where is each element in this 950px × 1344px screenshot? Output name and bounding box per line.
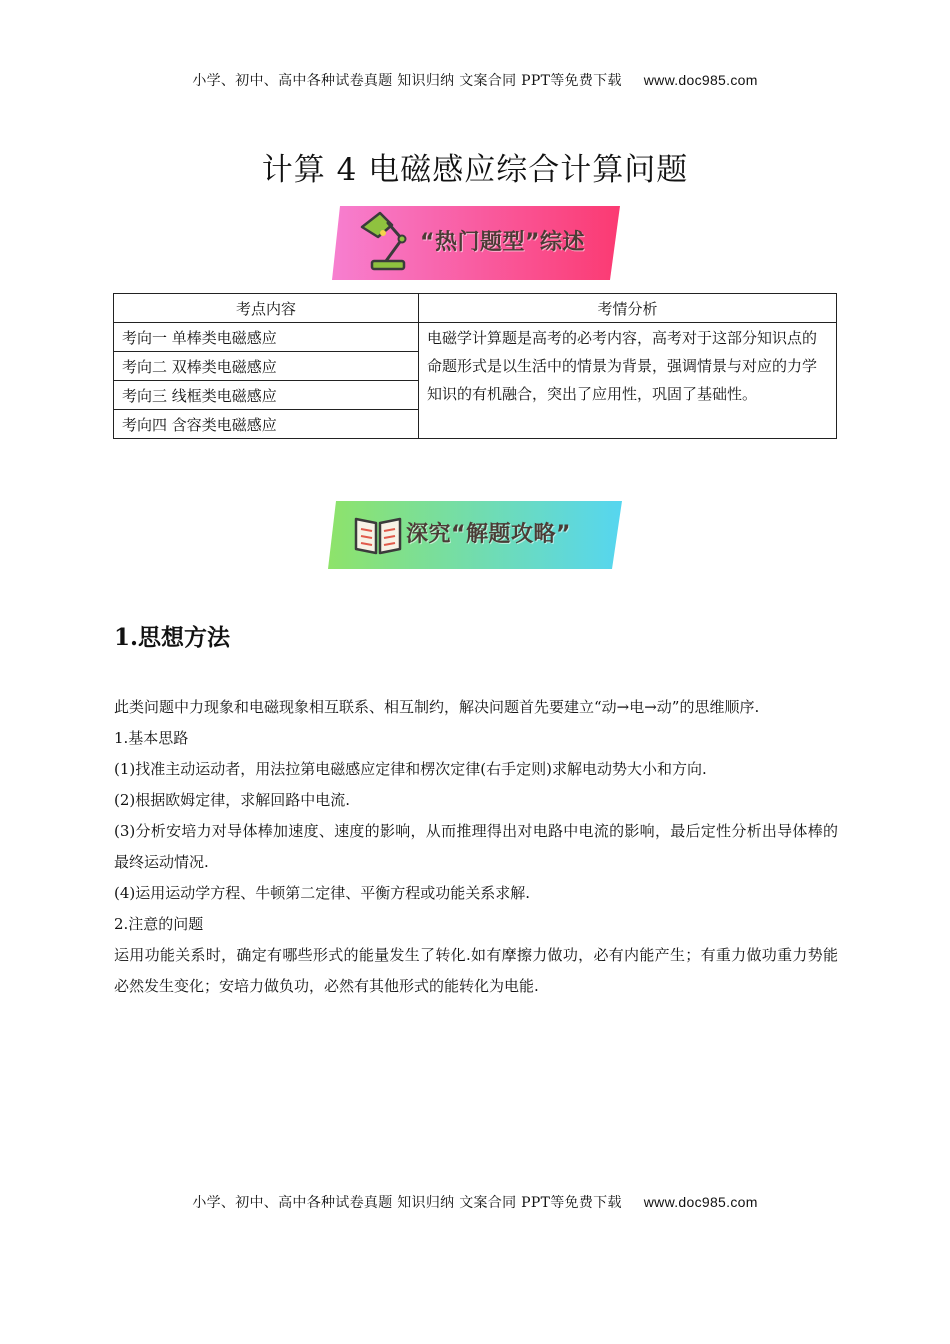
direction-cell: 考向三 线框类电磁感应 [114,381,419,410]
banner2-text: 深究“解题攻略” [406,522,571,547]
section-body [114,692,838,1002]
page-header [0,70,950,90]
header-text: 小学、初中、高中各种试卷真题 知识归纳 文案合同 PPT等免费下载 [192,73,622,89]
exam-points-table [113,293,837,439]
desk-lamp-icon [356,209,420,279]
page-title: 计算 4 电磁感应综合计算问题 [261,152,689,188]
page-footer [0,1192,950,1212]
paragraph: (3)分析安培力对导体棒加速度、速度的影响，从而推理得出对电路中电流的影响，最后定性分析出导体棒的最终运动情况. [114,822,838,871]
direction-cell: 考向一 单棒类电磁感应 [114,323,419,352]
paragraph: 运用功能关系时，确定有哪些形式的能量发生了转化.如有摩擦力做功，必有内能产生；有重力做功重力势能必然发生变化；安培力做负功，必然有其他形式的能转化为电能. [114,946,838,995]
paragraph: 1.基本思路 [114,729,189,747]
paragraph: (1)找准主动运动者，用法拉第电磁感应定律和楞次定律(右手定则)求解电动势大小和方向. [114,760,707,778]
banner1-text: “热门题型”综述 [420,230,585,255]
open-book-icon [352,513,404,557]
paragraph: (2)根据欧姆定律，求解回路中电流. [114,791,351,809]
section-heading: 1.思想方法 [114,624,231,651]
header-cell-analysis: 考情分析 [419,294,837,323]
paragraph: 此类问题中力现象和电磁现象相互联系、相互制约，解决问题首先要建立“动→电→动”的思维顺序. [114,698,760,716]
footer-site-link[interactable]: www.doc985.com [643,1194,758,1210]
footer-text: 小学、初中、高中各种试卷真题 知识归纳 文案合同 PPT等免费下载 [192,1195,622,1211]
analysis-cell: 电磁学计算题是高考的必考内容，高考对于这部分知识点的命题形式是以生活中的情景为背景，强调情景与对应的力学知识的有机融合，突出了应用性，巩固了基础性。 [419,323,837,439]
table-row [114,323,837,352]
table-header-row [114,294,837,323]
header-site-link[interactable]: www.doc985.com [643,72,758,88]
solving-strategy-banner [326,499,624,571]
paragraph: (4)运用运动学方程、牛顿第二定律、平衡方程或功能关系求解. [114,884,531,902]
header-cell-content: 考点内容 [114,294,419,323]
paragraph: 2.注意的问题 [114,915,204,933]
direction-cell: 考向二 双棒类电磁感应 [114,352,419,381]
hot-topics-banner [330,204,622,282]
direction-cell: 考向四 含容类电磁感应 [114,410,419,439]
